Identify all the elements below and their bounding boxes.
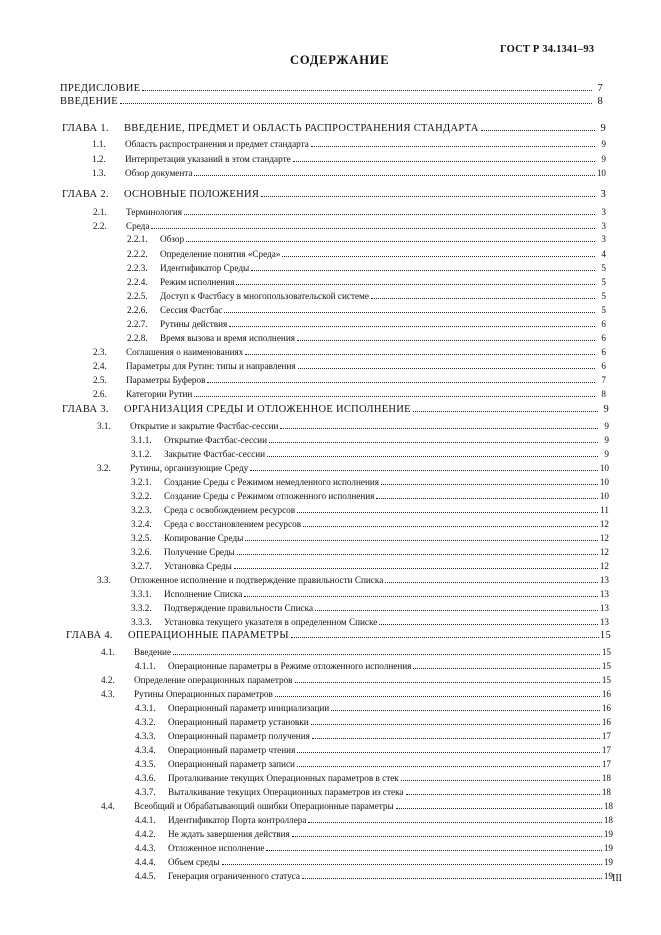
toc-entry-number: ГЛАВА 2. [62,189,109,200]
toc-entry [101,674,611,686]
dot-leader [151,228,595,229]
toc-entry [127,233,606,245]
toc-entry-number: 4.3. [101,689,115,699]
toc-entry-title: Копирование Среды [164,533,244,543]
dot-leader [291,637,599,638]
toc-entry-title: Отложенное исполнение и подтверждение правильности Списка [130,575,384,585]
toc-entry-number: 3.2.4. [131,519,152,529]
toc-entry [135,828,613,840]
toc-entry-page: 13 [599,617,609,627]
dot-leader [481,130,595,131]
toc-entry [135,856,613,868]
toc-entry-number: 1.2. [92,154,106,164]
toc-entry-number: 4.4.5. [135,871,156,881]
toc-entry-title: Подтверждение правильности Списка [164,603,314,613]
toc-entry [127,276,606,288]
toc-entry-page: 9 [600,123,606,134]
toc-entry-title: Исполнение Списка [164,589,243,599]
toc-entry-page: 6 [601,319,606,329]
toc-entry-number: 3.2.2. [131,491,152,501]
toc-entry-title: Доступ к Фастбасу в многопользовательской системе [160,291,369,301]
toc-entry [131,434,609,446]
toc-chapter-entry [62,189,606,201]
toc-entry-number: 3.1.1. [131,435,152,445]
toc-entry-title: Интерпретация указаний в этом стандарте [125,154,291,164]
toc-entry [93,220,606,232]
standard-code: ГОСТ Р 34.1341–93 [500,44,595,55]
toc-entry-number: ГЛАВА 4. [66,630,113,641]
toc-entry-title: Параметры для Рутин: типы и направления [126,361,296,371]
toc-entry-page: 13 [599,575,609,585]
toc-entry-title: Сессия Фастбас [160,305,223,315]
toc-chapter-entry [62,404,609,416]
toc-entry [135,744,611,756]
toc-entry-page: 18 [603,815,613,825]
dot-leader [282,256,595,257]
toc-entry-number: 4.3.5. [135,759,156,769]
toc-entry-page: 12 [599,547,609,557]
toc-entry-number: 3.2. [97,463,111,473]
dot-leader [381,484,598,485]
toc-entry-page: 12 [599,533,609,543]
dot-leader [194,175,595,176]
toc-entry-page: 10 [599,477,609,487]
toc-entry-page: 10 [599,463,609,473]
toc-entry [127,332,606,344]
toc-entry-number: 2.2.5. [127,291,148,301]
toc-entry-number: 4.3.7. [135,787,156,797]
toc-entry-title: Идентификатор Порта контроллера [168,815,307,825]
toc-entry-number: 3.2.7. [131,561,152,571]
page-number: III [612,873,622,884]
toc-chapter-entry [66,630,611,642]
dot-leader [224,312,595,313]
toc-entry [93,360,606,372]
toc-entry [60,96,603,108]
toc-entry-number: 2.4. [93,361,107,371]
toc-entry-title: Проталкивание текущих Операционных параметров в стек [168,773,399,783]
toc-entry-title: Отложенное исполнение [168,843,265,853]
toc-entry-number: 3.1. [97,421,111,431]
toc-entry-page: 7 [601,375,606,385]
toc-entry-number: 4.3.4. [135,745,156,755]
toc-entry [131,616,609,628]
toc-entry-number: 1.1. [92,139,106,149]
dot-leader [280,428,598,429]
toc-entry-page: 16 [601,717,611,727]
toc-entry-page: 9 [603,404,609,415]
toc-entry-number: 4.3.1. [135,703,156,713]
toc-entry-page: 6 [601,347,606,357]
toc-entry-number: 4.4.3. [135,843,156,853]
toc-entry [135,758,611,770]
dot-leader [331,710,600,711]
toc-entry-page: 6 [601,361,606,371]
dot-leader [237,554,598,555]
dot-leader [396,808,602,809]
toc-entry-number: 3.2.3. [131,505,152,515]
toc-entry [93,206,606,218]
toc-entry [97,574,609,586]
toc-entry-page: 10 [599,491,609,501]
toc-entry-page: 19 [603,843,613,853]
toc-entry-number: 2.1. [93,207,107,217]
toc-entry-page: 13 [599,589,609,599]
dot-leader [173,654,600,655]
toc-entry-title: Открытие Фастбас-сессии [164,435,267,445]
toc-entry-page: 9 [604,435,609,445]
toc-entry-page: 3 [601,234,606,244]
toc-entry-title: ОПЕРАЦИОННЫЕ ПАРАМЕТРЫ [128,630,289,641]
toc-entry-page: 16 [601,689,611,699]
toc-entry-page: 8 [597,96,603,107]
toc-entry-title: Генерация ограниченного статуса [168,871,300,881]
toc-entry-title: Идентификатор Среды [160,263,250,273]
toc-entry-page: 7 [597,83,603,94]
toc-entry-title: Рутины действия [160,319,228,329]
toc-entry-number: 4.4.1. [135,815,156,825]
toc-entry [93,346,606,358]
toc-entry [127,262,606,274]
toc-entry-page: 19 [603,829,613,839]
toc-entry-page: 17 [601,731,611,741]
toc-entry-title: Операционные параметры в Режиме отложенного исполнения [168,661,412,671]
toc-entry [93,374,606,386]
toc-entry-page: 4 [601,249,606,259]
toc-entry-page: 9 [604,421,609,431]
toc-entry-number: 3.3.3. [131,617,152,627]
toc-entry-title: Параметры Буферов [126,375,206,385]
toc-entry-number: ГЛАВА 1. [62,123,109,134]
toc-entry-number: 2.2.3. [127,263,148,273]
toc-entry-title: Определение операционных параметров [134,675,293,685]
toc-entry-page: 15 [601,661,611,671]
toc-entry [131,476,609,488]
toc-entry-title: Всеобщий и Обрабатывающий ошибки Операционные параметры [134,801,394,811]
toc-entry-title: ВВЕДЕНИЕ, ПРЕДМЕТ И ОБЛАСТЬ РАСПРОСТРАНЕНИЯ СТАНДАРТА [124,123,479,134]
toc-entry-page: 15 [601,647,611,657]
toc-entry-number: 4.4.4. [135,857,156,867]
dot-leader [142,90,592,91]
toc-entry-page: 3 [601,207,606,217]
toc-entry [92,153,606,165]
dot-leader [311,146,595,147]
dot-leader [376,498,598,499]
toc-entry-title: ПРЕДИСЛОВИЕ [60,83,141,94]
toc-entry-title: Рутины, организующие Среду [130,463,249,473]
toc-entry-page: 13 [599,603,609,613]
dot-leader [269,442,598,443]
toc-entry [127,318,606,330]
toc-entry-title: Установка текущего указателя в определенном Списке [164,617,378,627]
dot-leader [311,724,600,725]
toc-entry-number: 2.6. [93,389,107,399]
toc-entry [127,304,606,316]
toc-entry-number: 3.3. [97,575,111,585]
toc-entry-page: 5 [601,291,606,301]
dot-leader [234,568,598,569]
toc-entry [127,290,606,302]
toc-entry-number: 2.2.6. [127,305,148,315]
dot-leader [292,836,602,837]
dot-leader [261,196,595,197]
dot-leader [293,161,595,162]
dot-leader [297,766,600,767]
toc-entry [135,842,613,854]
toc-entry-page: 18 [601,787,611,797]
dot-leader [295,682,600,683]
toc-entry-page: 6 [601,333,606,343]
toc-entry-number: 3.3.2. [131,603,152,613]
toc-entry-number: 2.2. [93,221,107,231]
toc-entry-title: ВВЕДЕНИЕ [60,96,118,107]
dot-leader [385,582,598,583]
dot-leader [303,526,598,527]
toc-entry-number: 2.3. [93,347,107,357]
dot-leader [312,738,600,739]
dot-leader [244,596,598,597]
toc-entry-page: 12 [599,561,609,571]
toc-entry-page: 18 [601,773,611,783]
toc-entry-title: Среда [126,221,150,231]
dot-leader [222,864,603,865]
dot-leader [302,878,602,879]
toc-entry-title: Выталкивание текущих Операционных параметров из стека [168,787,404,797]
toc-entry-page: 11 [600,505,609,515]
dot-leader [297,512,598,513]
dot-leader [308,822,602,823]
dot-leader [207,382,595,383]
toc-entry-number: 2.5. [93,375,107,385]
dot-leader [245,540,598,541]
toc-entry [131,546,609,558]
toc-entry-page: 9 [601,154,606,164]
toc-entry-page: 17 [601,759,611,769]
toc-entry-page: 19 [603,857,613,867]
dot-leader [120,103,592,104]
toc-entry [131,448,609,460]
dot-leader [371,298,595,299]
dot-leader [298,368,595,369]
toc-entry-title: Не ждать завершения действия [168,829,290,839]
toc-entry-number: 3.2.1. [131,477,152,487]
toc-entry-title: Режим исполнения [160,277,235,287]
toc-entry [101,688,611,700]
toc-entry-title: Объем среды [168,857,220,867]
toc-entry-page: 9 [604,449,609,459]
toc-entry-title: Рутины Операционных параметров [134,689,273,699]
toc-entry-number: 2.2.1. [127,234,148,244]
toc-entry-page: 19 [603,871,613,881]
dot-leader [297,752,600,753]
dot-leader [413,668,600,669]
toc-entry-number: 4.1.1. [135,661,156,671]
toc-entry-number: 4.2. [101,675,115,685]
toc-entry [131,490,609,502]
toc-entry-title: Операционный параметр установки [168,717,309,727]
dot-leader [401,780,600,781]
toc-entry-page: 5 [601,305,606,315]
toc-entry-title: Операционный параметр получения [168,731,310,741]
toc-entry-number: 4.4. [101,801,115,811]
toc-entry-title: Среда с восстановлением ресурсов [164,519,302,529]
toc-entry-title: Создание Среды с Режимом отложенного исполнения [164,491,375,501]
toc-entry [97,462,609,474]
toc-chapter-entry [62,123,606,135]
toc-entry [135,660,611,672]
toc-entry-number: 4.3.3. [135,731,156,741]
dot-leader [194,396,595,397]
toc-entry [60,83,603,95]
toc-entry-title: Операционный параметр записи [168,759,295,769]
toc-entry-number: 4.3.2. [135,717,156,727]
toc-entry-title: Получение Среды [164,547,235,557]
toc-entry-title: Категории Рутин [126,389,193,399]
toc-entry [135,716,611,728]
toc-entry-number: 3.2.6. [131,547,152,557]
toc-entry-title: Создание Среды с Режимом немедленного исполнения [164,477,379,487]
toc-entry-number: 2.2.4. [127,277,148,287]
toc-entry [101,646,611,658]
toc-entry [135,786,611,798]
toc-entry-number: 4.4.2. [135,829,156,839]
toc-entry-number: ГЛАВА 3. [62,404,109,415]
toc-entry-title: Закрытие Фастбас-сессии [164,449,266,459]
toc-entry-title: Установка Среды [164,561,232,571]
toc-entry-title: Операционный параметр инициализации [168,703,330,713]
toc-entry-title: Введение [134,647,172,657]
toc-entry [135,730,611,742]
toc-entry [131,518,609,530]
dot-leader [251,270,595,271]
toc-entry-number: 3.1.2. [131,449,152,459]
dot-leader [266,850,602,851]
dot-leader [275,696,600,697]
toc-entry [135,702,611,714]
toc-entry [131,560,609,572]
dot-leader [250,470,598,471]
toc-entry-page: 9 [601,139,606,149]
toc-entry-title: Обзор документа [125,168,193,178]
toc-entry-page: 12 [599,519,609,529]
dot-leader [229,326,595,327]
toc-entry-title: Операционный параметр чтения [168,745,296,755]
toc-entry-page: 3 [601,221,606,231]
dot-leader [297,340,595,341]
toc-entry [93,388,606,400]
dot-leader [315,610,598,611]
toc-entry-title: Среда с освобождением ресурсов [164,505,296,515]
toc-entry-page: 17 [601,745,611,755]
toc-entry [101,800,613,812]
toc-entry-page: 15 [599,630,611,641]
toc-entry-page: 18 [603,801,613,811]
toc-entry-page: 5 [601,263,606,273]
page-title: СОДЕРЖАНИЕ [290,53,390,67]
toc-entry-title: Терминология [126,207,183,217]
toc-entry-number: 1.3. [92,168,106,178]
dot-leader [236,284,595,285]
dot-leader [184,214,595,215]
dot-leader [186,241,595,242]
toc-entry [135,772,611,784]
dot-leader [267,456,598,457]
toc-entry-page: 8 [601,389,606,399]
toc-entry-number: 2.2.8. [127,333,148,343]
toc-entry-page: 16 [601,703,611,713]
toc-entry [92,138,606,150]
toc-entry [135,870,613,882]
dot-leader [413,411,598,412]
toc-entry [135,814,613,826]
toc-entry [131,588,609,600]
toc-entry-title: Открытие и закрытие Фастбас-сессии [130,421,279,431]
toc-entry-title: ОРГАНИЗАЦИЯ СРЕДЫ И ОТЛОЖЕННОЕ ИСПОЛНЕНИЕ [124,404,411,415]
dot-leader [379,624,598,625]
toc-entry-page: 5 [601,277,606,287]
toc-entry [131,504,609,516]
dot-leader [245,354,595,355]
toc-entry-number: 2.2.2. [127,249,148,259]
toc-entry [131,602,609,614]
toc-entry-page: 3 [600,189,606,200]
toc-entry-title: Соглашения о наименованиях [126,347,244,357]
dot-leader [406,794,600,795]
toc-entry [131,532,609,544]
toc-entry-title: Время вызова и время исполнения [160,333,295,343]
toc-entry-number: 2.2.7. [127,319,148,329]
toc-entry-page: 10 [596,168,606,178]
toc-entry-title: Обзор [160,234,185,244]
toc-entry [92,167,606,179]
toc-entry-title: Область распространения и предмет стандарта [125,139,309,149]
toc-entry-page: 15 [601,675,611,685]
toc-entry-number: 3.2.5. [131,533,152,543]
toc-entry-title: ОСНОВНЫЕ ПОЛОЖЕНИЯ [124,189,260,200]
toc-entry-number: 3.3.1. [131,589,152,599]
toc-entry-number: 4.3.6. [135,773,156,783]
toc-entry-number: 4.1. [101,647,115,657]
toc-entry [97,420,609,432]
toc-entry [127,248,606,260]
toc-entry-title: Определение понятия «Среда» [160,249,281,259]
